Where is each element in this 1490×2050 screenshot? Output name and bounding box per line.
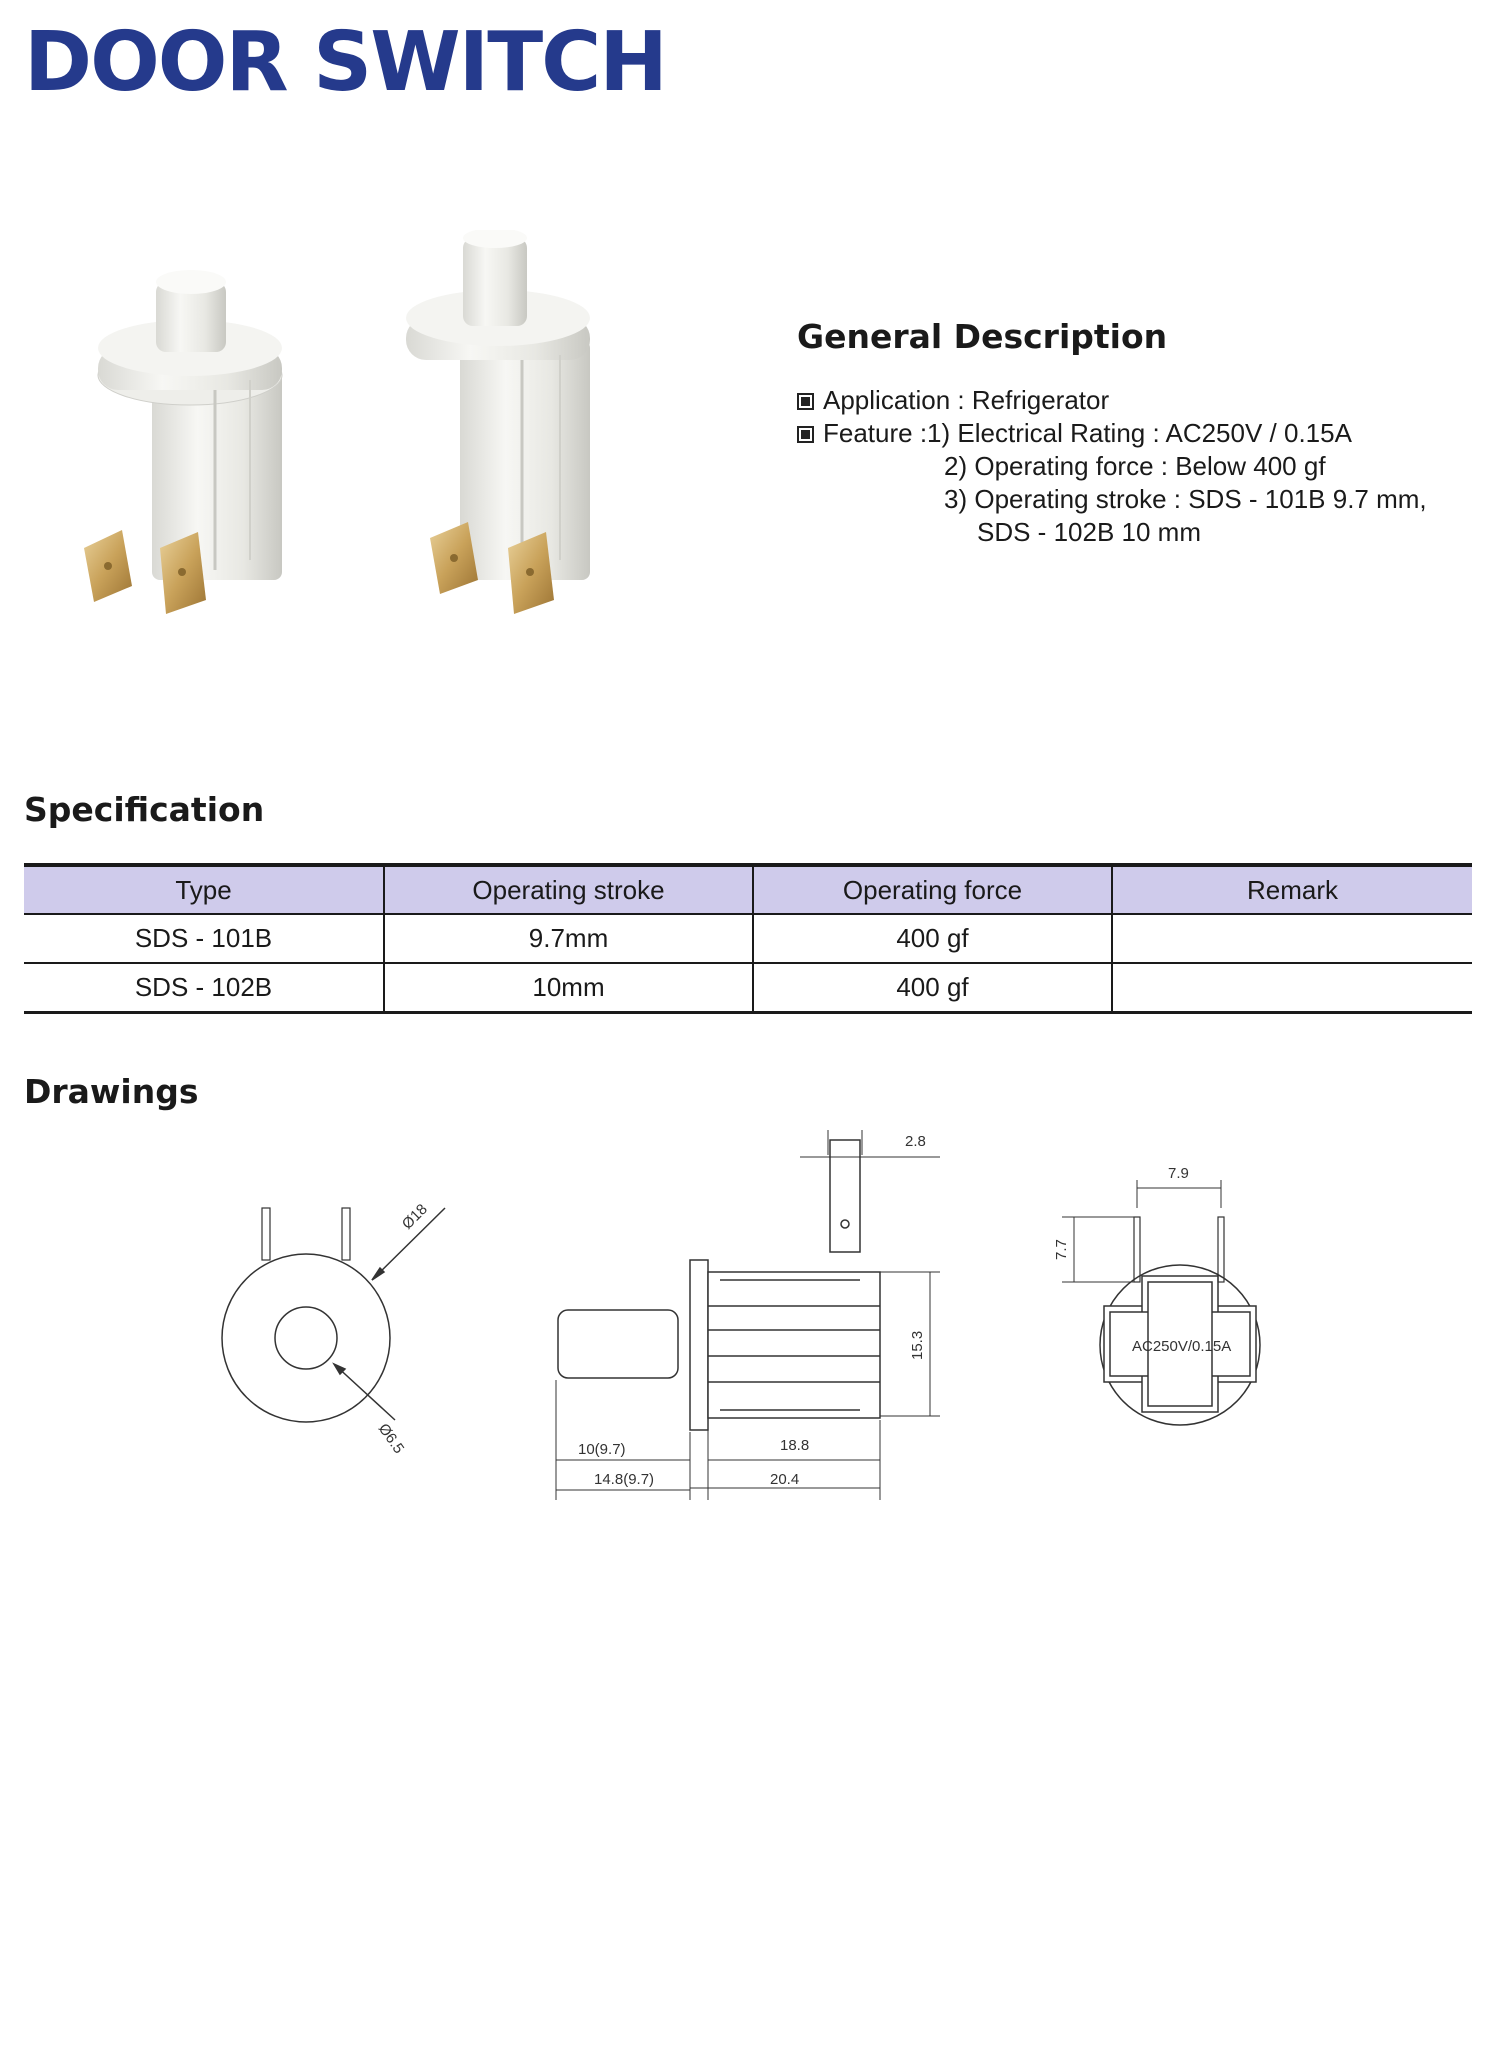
dim-len-b: 18.8 bbox=[780, 1437, 810, 1454]
table-cell: 9.7mm bbox=[384, 914, 753, 963]
table-cell: SDS - 102B bbox=[24, 963, 384, 1013]
dim-pin-pitch: 7.9 bbox=[1168, 1165, 1189, 1182]
dim-len-a: 10(9.7) bbox=[578, 1441, 626, 1458]
back-view-drawing bbox=[1053, 1165, 1260, 1425]
column-header: Operating force bbox=[753, 865, 1112, 914]
feature-stroke-cont: SDS - 102B 10 mm bbox=[977, 517, 1201, 547]
table-header-row bbox=[24, 865, 1472, 914]
application-item: Application : Refrigerator bbox=[797, 384, 1427, 417]
table-cell: 400 gf bbox=[753, 963, 1112, 1013]
table-cell bbox=[1112, 963, 1472, 1013]
table-cell bbox=[1112, 914, 1472, 963]
dim-inner-dia: Ø6.5 bbox=[374, 1420, 408, 1457]
table-row bbox=[24, 914, 1472, 963]
front-view-drawing bbox=[222, 1201, 445, 1457]
column-header: Remark bbox=[1112, 865, 1472, 914]
table-cell: SDS - 101B bbox=[24, 914, 384, 963]
dim-height: 15.3 bbox=[909, 1330, 926, 1360]
bullet-icon bbox=[797, 426, 814, 443]
rating-label: AC250V/0.15A bbox=[1132, 1338, 1232, 1355]
side-view-drawing bbox=[556, 1130, 940, 1500]
table-cell: 400 gf bbox=[753, 914, 1112, 963]
drawings-heading: Drawings bbox=[24, 1072, 199, 1111]
feature-force: 2) Operating force : Below 400 gf bbox=[944, 451, 1326, 481]
general-description-heading: General Description bbox=[797, 317, 1168, 356]
column-header: Operating stroke bbox=[384, 865, 753, 914]
dim-pin-width: 2.8 bbox=[905, 1133, 926, 1150]
specification-table bbox=[24, 863, 1472, 1014]
general-description-list bbox=[797, 384, 1427, 549]
table-cell: 10mm bbox=[384, 963, 753, 1013]
dim-pin-length: 7.7 bbox=[1053, 1239, 1070, 1260]
column-header: Type bbox=[24, 865, 384, 914]
product-photo bbox=[60, 230, 660, 650]
dim-len-d: 20.4 bbox=[770, 1471, 800, 1488]
switch-long-plunger bbox=[406, 230, 590, 614]
technical-drawings bbox=[0, 1120, 1490, 1520]
dim-len-c: 14.8(9.7) bbox=[594, 1471, 655, 1488]
bullet-icon bbox=[797, 393, 814, 410]
table-row bbox=[24, 963, 1472, 1013]
page-title: DOOR SWITCH bbox=[24, 15, 666, 110]
feature-stroke: 3) Operating stroke : SDS - 101B 9.7 mm, bbox=[944, 484, 1427, 514]
feature-item: Feature :1) Electrical Rating : AC250V / 0.15A bbox=[797, 417, 1427, 450]
dim-outer-dia: Ø18 bbox=[398, 1200, 431, 1233]
switch-short-plunger bbox=[84, 270, 282, 614]
specification-heading: Specification bbox=[24, 790, 265, 829]
